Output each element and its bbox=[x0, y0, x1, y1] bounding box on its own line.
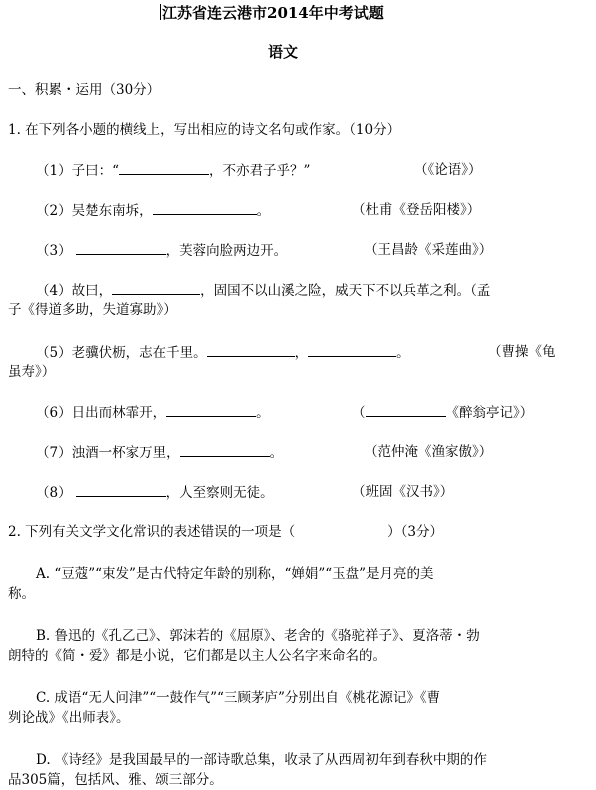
answer-blank[interactable] bbox=[112, 280, 200, 295]
answer-blank[interactable] bbox=[180, 442, 270, 457]
q1-item-4-source: 子《得道多助，失道寡助》） bbox=[8, 302, 177, 318]
text-cursor bbox=[160, 4, 161, 20]
q1-item-7-source: （范仲淹《渔家傲》） bbox=[364, 444, 493, 460]
q1-item-3: （3） ，芙蓉向脸两边开。 bbox=[36, 240, 287, 261]
answer-blank[interactable] bbox=[153, 200, 257, 215]
q1-item-6-source: （ 《醉翁亭记》） bbox=[352, 402, 533, 423]
answer-blank[interactable] bbox=[119, 160, 209, 175]
answer-blank[interactable] bbox=[366, 402, 446, 417]
q2-option-c-cont: 刿论战》《出师表》。 bbox=[8, 710, 130, 726]
q2-option-b-cont: 朗特的《简・爱》都是小说，它们都是以主人公名字来命名的。 bbox=[8, 648, 386, 664]
q2-option-b: B. 鲁迅的《孔乙己》、郭沫若的《屈原》、老舍的《骆驼祥子》、夏洛蒂・勃 bbox=[36, 628, 480, 644]
q1-item-2: （2）吴楚东南坼， 。 bbox=[36, 200, 270, 221]
answer-blank[interactable] bbox=[76, 240, 166, 255]
q1-item-2-source: （杜甫《登岳阳楼》） bbox=[352, 202, 481, 218]
q2-option-a: A. “豆蔻”“束发”是古代特定年龄的别称，“婵娟”“玉盘”是月亮的美 bbox=[36, 566, 434, 582]
answer-blank[interactable] bbox=[166, 402, 256, 417]
answer-blank[interactable] bbox=[207, 342, 295, 357]
q1-item-1-source: （《论语》） bbox=[414, 162, 482, 178]
document-title: 江苏省连云港市2014年中考试题 bbox=[162, 4, 384, 22]
q2-option-c: C. 成语“无人问津”“一鼓作气”“三顾茅庐”分别出自《桃花源记》《曹 bbox=[36, 690, 441, 706]
q1-item-1: （1）子曰：“ ，不亦君子乎？” bbox=[36, 160, 310, 181]
section-heading: 一、积累・运用（30分） bbox=[8, 82, 161, 98]
q1-item-7: （7）浊酒一杯家万里， 。 bbox=[36, 442, 283, 463]
q1-item-6: （6）日出而林霏开， 。 bbox=[36, 402, 270, 423]
q1-item-5-source-cont: 虽寿》） bbox=[8, 364, 56, 380]
document-subtitle: 语文 bbox=[268, 43, 299, 61]
answer-blank[interactable] bbox=[308, 342, 396, 357]
q1-item-4: （4）故曰， ，固国不以山溪之险，威天下不以兵革之利。（孟 bbox=[36, 280, 490, 301]
answer-blank[interactable] bbox=[76, 482, 166, 497]
q1-item-3-source: （王昌龄《采莲曲》） bbox=[364, 242, 493, 258]
q2-option-d: D. 《诗经》是我国最早的一部诗歌总集，收录了从西周初年到春秋中期的作 bbox=[36, 752, 487, 768]
q1-item-8-source: （班固《汉书》） bbox=[352, 484, 454, 500]
q1-item-5-source: （曹操《龟 bbox=[488, 344, 556, 360]
q2-option-a-cont: 称。 bbox=[8, 586, 35, 602]
q2-option-d-cont: 品305篇，包括风、雅、颂三部分。 bbox=[8, 772, 223, 788]
question-2-stem: 2. 下列有关文学文化常识的表述错误的一项是（ ）（3分） bbox=[8, 524, 444, 540]
question-1-stem: 1. 在下列各小题的横线上，写出相应的诗文名句或作家。（10分） bbox=[8, 122, 401, 138]
q1-item-5: （5）老骥伏枥，志在千里。 ， 。 bbox=[36, 342, 410, 363]
q1-item-8: （8） ，人至察则无徒。 bbox=[36, 482, 274, 503]
